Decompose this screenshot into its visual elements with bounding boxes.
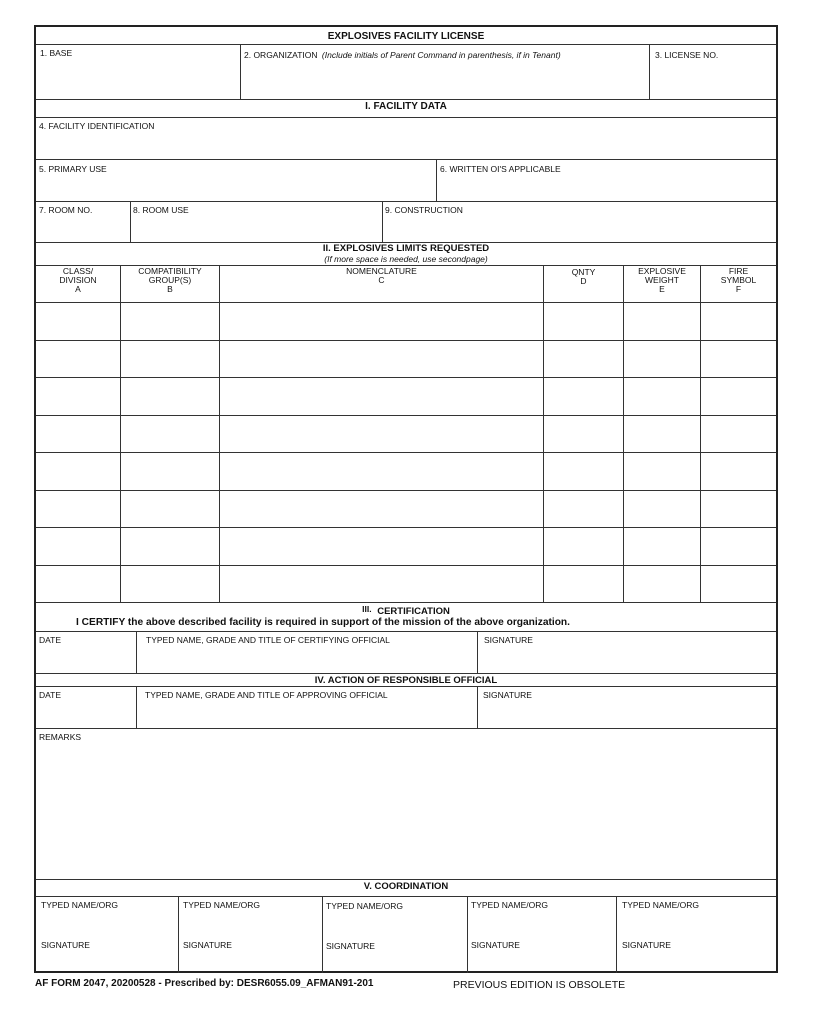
- approval-signature-label: SIGNATURE: [483, 690, 532, 700]
- explosive-weight-cell[interactable]: [624, 378, 700, 415]
- section-4-title: IV. ACTION OF RESPONSIBLE OFFICIAL: [314, 675, 498, 686]
- column-header-compatibility-group: [121, 267, 219, 294]
- primary-use-field[interactable]: [36, 160, 436, 201]
- fire-symbol-cell[interactable]: [701, 303, 776, 340]
- nomenclature-cell[interactable]: [220, 566, 543, 603]
- explosive-weight-cell[interactable]: [624, 303, 700, 340]
- column-header-line: B: [167, 284, 173, 294]
- coordination-signature-label: SIGNATURE: [41, 940, 90, 950]
- nomenclature-cell[interactable]: [220, 303, 543, 340]
- quantity-cell[interactable]: [544, 491, 623, 528]
- explosive-weight-cell[interactable]: [624, 341, 700, 378]
- organization-label: 2. ORGANIZATION: [244, 50, 318, 60]
- construction-label: 9. CONSTRUCTION: [385, 205, 463, 215]
- approving-official-label: TYPED NAME, GRADE AND TITLE OF APPROVING OFFICIAL: [145, 690, 388, 700]
- explosive-weight-cell[interactable]: [624, 528, 700, 565]
- divider: [36, 602, 776, 603]
- room-use-label: 8. ROOM USE: [133, 205, 189, 215]
- construction-field[interactable]: [383, 202, 776, 242]
- section-3-title-group: [36, 604, 776, 617]
- facility-identification-field[interactable]: [36, 118, 776, 159]
- organization-label-group: [244, 50, 561, 60]
- explosives-facility-license-form: [34, 25, 778, 973]
- column-header-line: A: [75, 284, 81, 294]
- room-no-field[interactable]: [36, 202, 130, 242]
- remarks-label: REMARKS: [39, 732, 82, 742]
- organization-field[interactable]: [241, 45, 649, 99]
- column-header-nomenclature: [220, 267, 543, 285]
- nomenclature-cell[interactable]: [220, 378, 543, 415]
- fire-symbol-cell[interactable]: [701, 341, 776, 378]
- coordination-typed-name-label: TYPED NAME/ORG: [622, 900, 699, 910]
- compatibility-group-cell[interactable]: [121, 416, 219, 453]
- coordination-signature-label: SIGNATURE: [471, 940, 520, 950]
- room-use-field[interactable]: [131, 202, 382, 242]
- certification-date-field[interactable]: [36, 632, 136, 673]
- form-number-footer: AF FORM 2047, 20200528 - Prescribed by: DESR6055.09_AFMAN91-201: [35, 978, 374, 989]
- explosive-weight-cell[interactable]: [624, 453, 700, 490]
- license-no-label: 3. LICENSE NO.: [655, 50, 719, 60]
- approval-signature-field[interactable]: [478, 687, 776, 728]
- coordination-block-4[interactable]: [468, 897, 616, 973]
- class-division-cell[interactable]: [36, 528, 120, 565]
- class-division-cell[interactable]: [36, 416, 120, 453]
- compatibility-group-cell[interactable]: [121, 528, 219, 565]
- column-header-line: CLASS/: [62, 266, 94, 276]
- fire-symbol-cell[interactable]: [701, 416, 776, 453]
- compatibility-group-cell[interactable]: [121, 566, 219, 603]
- column-header-line: FIRE: [728, 266, 749, 276]
- nomenclature-cell[interactable]: [220, 416, 543, 453]
- column-header-line: D: [580, 276, 587, 286]
- nomenclature-cell[interactable]: [220, 341, 543, 378]
- compatibility-group-cell[interactable]: [121, 341, 219, 378]
- coordination-block-1[interactable]: [36, 897, 178, 973]
- section-3-number: III.: [362, 604, 372, 614]
- facility-identification-label: 4. FACILITY IDENTIFICATION: [39, 121, 155, 131]
- divider: [36, 879, 776, 880]
- coordination-typed-name-label: TYPED NAME/ORG: [41, 900, 118, 910]
- coordination-signature-label: SIGNATURE: [622, 940, 671, 950]
- coordination-signature-label: SIGNATURE: [326, 941, 375, 951]
- column-header-quantity: [544, 268, 623, 286]
- fire-symbol-cell[interactable]: [701, 453, 776, 490]
- column-header-fire-symbol: [701, 267, 776, 294]
- fire-symbol-cell[interactable]: [701, 491, 776, 528]
- primary-use-label: 5. PRIMARY USE: [39, 164, 107, 174]
- quantity-cell[interactable]: [544, 453, 623, 490]
- quantity-cell[interactable]: [544, 566, 623, 603]
- coordination-typed-name-label: TYPED NAME/ORG: [183, 900, 260, 910]
- quantity-cell[interactable]: [544, 303, 623, 340]
- column-header-class-division: [36, 267, 120, 294]
- room-no-label: 7. ROOM NO.: [39, 205, 93, 215]
- column-header-line: E: [659, 284, 665, 294]
- column-header-explosive-weight: [624, 267, 700, 294]
- compatibility-group-cell[interactable]: [121, 378, 219, 415]
- explosive-weight-cell[interactable]: [624, 416, 700, 453]
- nomenclature-cell[interactable]: [220, 453, 543, 490]
- quantity-cell[interactable]: [544, 378, 623, 415]
- class-division-cell[interactable]: [36, 491, 120, 528]
- coordination-signature-label: SIGNATURE: [183, 940, 232, 950]
- nomenclature-cell[interactable]: [220, 528, 543, 565]
- license-no-field[interactable]: [650, 45, 776, 99]
- fire-symbol-cell[interactable]: [701, 528, 776, 565]
- base-field[interactable]: [36, 45, 240, 99]
- column-header-line: COMPATIBILITY: [138, 266, 202, 276]
- certifying-official-field[interactable]: [137, 632, 477, 673]
- approval-date-field[interactable]: [36, 687, 136, 728]
- section-1-title: I. FACILITY DATA: [365, 101, 447, 112]
- quantity-cell[interactable]: [544, 528, 623, 565]
- class-division-cell[interactable]: [36, 303, 120, 340]
- written-ois-label: 6. WRITTEN OI'S APPLICABLE: [440, 164, 561, 174]
- column-header-line: F: [735, 284, 742, 294]
- compatibility-group-cell[interactable]: [121, 303, 219, 340]
- compatibility-group-cell[interactable]: [121, 453, 219, 490]
- form-title: EXPLOSIVES FACILITY LICENSE: [327, 31, 485, 42]
- column-header-line: EXPLOSIVE: [638, 266, 686, 276]
- written-ois-field[interactable]: [437, 160, 776, 201]
- divider: [36, 673, 776, 674]
- explosive-weight-cell[interactable]: [624, 491, 700, 528]
- divider: [36, 99, 776, 100]
- base-label: 1. BASE: [40, 48, 73, 58]
- coordination-typed-name-label: TYPED NAME/ORG: [326, 901, 403, 911]
- quantity-cell[interactable]: [544, 416, 623, 453]
- certification-signature-label: SIGNATURE: [484, 635, 533, 645]
- coordination-typed-name-label: TYPED NAME/ORG: [471, 900, 548, 910]
- coordination-block-5[interactable]: [617, 897, 776, 973]
- quantity-cell[interactable]: [544, 341, 623, 378]
- approval-date-label: DATE: [39, 690, 62, 700]
- column-header-line: NOMENCLATURE: [346, 266, 417, 276]
- coordination-block-3[interactable]: [323, 897, 467, 973]
- obsolete-notice-footer: PREVIOUS EDITION IS OBSOLETE: [453, 979, 626, 991]
- coordination-block-2[interactable]: [179, 897, 322, 973]
- fire-symbol-cell[interactable]: [701, 378, 776, 415]
- fire-symbol-cell[interactable]: [701, 566, 776, 603]
- class-division-cell[interactable]: [36, 341, 120, 378]
- certification-signature-field[interactable]: [478, 632, 776, 673]
- column-header-line: WEIGHT: [645, 275, 679, 285]
- column-header-line: QNTY: [571, 267, 596, 277]
- class-division-cell[interactable]: [36, 566, 120, 603]
- class-division-cell[interactable]: [36, 378, 120, 415]
- section-5-title: V. COORDINATION: [363, 881, 449, 892]
- column-header-line: SYMBOL: [720, 275, 757, 285]
- certification-statement: I CERTIFY the above described facility is required in support of the mission of the above organization.: [76, 617, 570, 628]
- explosive-weight-cell[interactable]: [624, 566, 700, 603]
- column-header-line: DIVISION: [59, 275, 97, 285]
- approving-official-field[interactable]: [137, 687, 477, 728]
- class-division-cell[interactable]: [36, 453, 120, 490]
- certifying-official-label: TYPED NAME, GRADE AND TITLE OF CERTIFYING OFFICIAL: [146, 635, 390, 645]
- nomenclature-cell[interactable]: [220, 491, 543, 528]
- section-2-title: II. EXPLOSIVES LIMITS REQUESTED: [322, 243, 490, 254]
- column-header-line: GROUP(S): [148, 275, 192, 285]
- remarks-field[interactable]: [36, 729, 776, 879]
- certification-date-label: DATE: [39, 635, 62, 645]
- section-3-title: CERTIFICATION: [377, 606, 450, 617]
- section-2-note: (If more space is needed, use secondpage): [324, 254, 488, 264]
- column-header-line: C: [378, 275, 385, 285]
- compatibility-group-cell[interactable]: [121, 491, 219, 528]
- organization-note: (Include initials of Parent Command in parenthesis, if in Tenant): [321, 50, 561, 60]
